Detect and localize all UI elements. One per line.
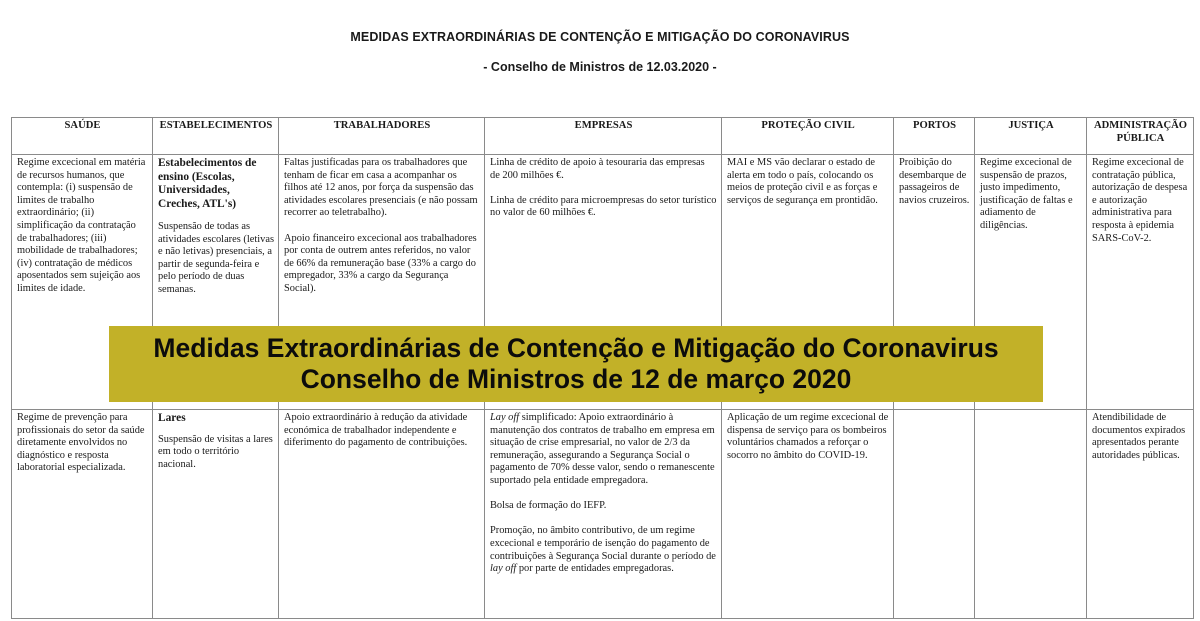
- cell-saude: Regime de prevenção para profissionais do setor da saúde diretamente envolvidos no diagnóstico e resposta laboratorial especializada.: [12, 410, 153, 619]
- header-estabelecimentos: ESTABELECIMENTOS: [153, 118, 279, 155]
- cell-paragraph: [490, 525, 717, 575]
- banner-line-2: Conselho de Ministros de 12 de março 2020: [300, 364, 852, 394]
- cell-text: Suspensão de todas as atividades escolares (letivas e não letivas) presenciais, a partir de segunda-feira e pelo período de duas semanas.: [158, 221, 274, 295]
- cell-trabalhadores: Apoio extraordinário à redução da atividade económica de trabalhador independente e diferimento do pagamento de contribuições.: [279, 410, 485, 619]
- cell-text: Suspensão de visitas a lares em todo o território nacional.: [158, 433, 273, 470]
- cell-paragraph: Bolsa de formação do IEFP.: [490, 500, 607, 512]
- header-saude: SAÚDE: [12, 118, 153, 155]
- paragraph-text: por parte de entidades empregadoras.: [516, 563, 674, 575]
- cell-portos: Proibição do desembarque de passageiros de navios cruzeiros.: [894, 155, 975, 410]
- header-portos: PORTOS: [894, 118, 975, 155]
- cell-estabelecimentos: [153, 410, 279, 619]
- header-trabalhadores: TRABALHADORES: [279, 118, 485, 155]
- paragraph-text: simplificado: Apoio extraordinário à manutenção dos contratos de trabalho em empresa em situação de crise empresarial, no valor de 2/3 da remuneração, assegurando a Segurança Social o pagamento de 70% desse valor, sendo o remanescente suportado pela entidade empregadora.: [490, 412, 715, 486]
- header-empresas: EMPRESAS: [485, 118, 722, 155]
- cell-justica: [975, 410, 1087, 619]
- cell-paragraph: Linha de crédito de apoio à tesouraria das empresas de 200 milhões €.: [490, 157, 705, 181]
- cell-protecao-civil: Aplicação de um regime excecional de dispensa de serviço para os bombeiros voluntários chamados a reforçar o socorro no âmbito do COVID-19.: [722, 410, 894, 619]
- title-banner: [109, 326, 1043, 402]
- document-title: MEDIDAS EXTRAORDINÁRIAS DE CONTENÇÃO E MITIGAÇÃO DO CORONAVIRUS: [350, 30, 850, 44]
- cell-portos: [894, 410, 975, 619]
- cell-paragraph: Apoio financeiro excecional aos trabalhadores por conta de outrem antes referidos, no valor de 66% da remuneração base (33% a cargo do empregador, 33% a cargo da Segurança Social).: [284, 232, 477, 294]
- cell-paragraph: Linha de crédito para microempresas do setor turístico no valor de 60 milhões €.: [490, 194, 717, 219]
- cell-administracao: Regime excecional de contratação pública, autorização de despesa e autorização administrativa para resposta à epidemia SARS-CoV-2.: [1087, 155, 1194, 410]
- table-header-row: [12, 118, 1194, 155]
- cell-justica: Regime excecional de suspensão de prazos, justo impedimento, justificação de faltas e adiamento de diligências.: [975, 155, 1087, 410]
- paragraph-text: Promoção, no âmbito contributivo, de um regime excecional e temporário de isenção do pagamento de contribuições à Segurança Social durante o período de: [490, 525, 716, 562]
- emphasis-text: Lay off: [490, 412, 520, 423]
- header-justica: JUSTIÇA: [975, 118, 1087, 155]
- header-administracao: ADMINISTRAÇÃO PÚBLICA: [1087, 118, 1194, 155]
- cell-protecao-civil: MAI e MS vão declarar o estado de alerta em todo o país, colocando os meios de proteção civil e as forças e serviços de segurança em prontidão.: [722, 155, 894, 410]
- cell-paragraph: Faltas justificadas para os trabalhadores que tenham de ficar em casa a acompanhar os filhos até 12 anos, por força da suspensão das atividades escolares presenciais (e não possam recorrer ao teletrabalho).: [284, 157, 478, 219]
- table-row: [12, 410, 1194, 619]
- cell-saude: Regime excecional em matéria de recursos humanos, que contempla: (i) suspensão de limites de trabalho extraordinário; (ii) simplificação da contratação de trabalhadores; (iii) mobilidade de trabalhadores; (iv) contratação de médicos aposentados sem sujeição aos limites de idade.: [12, 155, 153, 410]
- cell-administracao: Atendibilidade de documentos expirados apresentados perante autoridades públicas.: [1087, 410, 1194, 619]
- banner-line-1: Medidas Extraordinárias de Contenção e Mitigação do Coronavirus: [153, 333, 999, 363]
- cell-empresas: [485, 410, 722, 619]
- cell-subheading: Lares: [158, 412, 186, 424]
- emphasis-text: lay off: [490, 563, 517, 575]
- header-protecao-civil: PROTEÇÃO CIVIL: [722, 118, 894, 155]
- document-subtitle: - Conselho de Ministros de 12.03.2020 -: [483, 60, 717, 74]
- cell-subheading: Estabelecimentos de ensino (Escolas, Universidades, Creches, ATL's): [158, 157, 257, 210]
- cell-paragraph: [490, 412, 717, 488]
